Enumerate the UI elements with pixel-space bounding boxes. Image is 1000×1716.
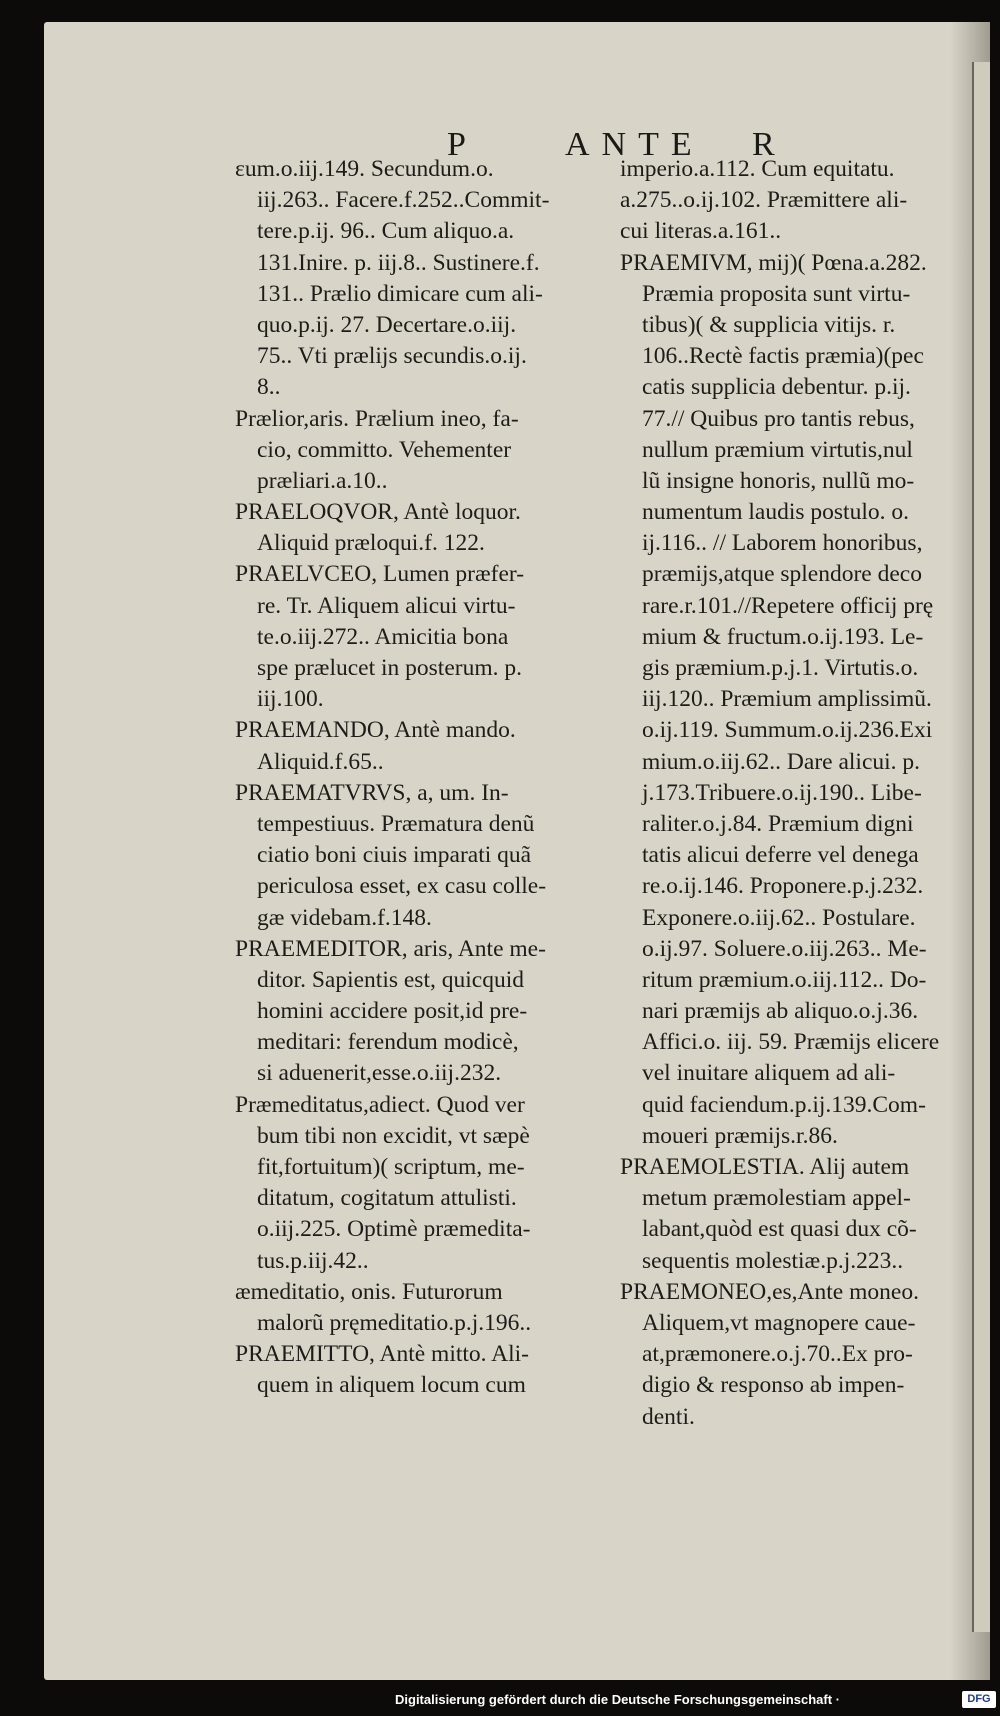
- text-line: PRAEMATVRVS, a, um. In-: [235, 779, 509, 806]
- text-line: Aliquid præloqui.f. 122.: [257, 530, 485, 557]
- text-line: bum tibi non excidit, vt sæpè: [257, 1122, 530, 1149]
- text-line: PRAEMOLESTIA. Alij autem: [620, 1154, 910, 1180]
- text-line: 131.Inire. p. iij.8.. Sustinere.f.: [257, 249, 540, 276]
- text-line: PRAELVCEO, Lumen præfer-: [235, 561, 525, 588]
- text-line: homini accidere posit,id pre-: [257, 998, 528, 1025]
- text-line: a.275..o.ij.102. Præmittere ali-: [620, 187, 908, 214]
- dfg-logo: DFG: [962, 1691, 996, 1708]
- text-line: 8..: [257, 374, 281, 401]
- text-line: Aliquid.f.65..: [257, 748, 384, 775]
- text-line: Affici.o. iij. 59. Præmijs elicere: [642, 1029, 940, 1056]
- text-line: te.o.iij.272.. Amicitia bona: [257, 623, 509, 650]
- left-column: [235, 154, 589, 1402]
- text-line: imperio.a.112. Cum equitatu.: [620, 156, 895, 182]
- text-line: o.iij.225. Optimè præmedita-: [257, 1216, 531, 1243]
- text-line: vel inuitare aliquem ad ali-: [642, 1060, 896, 1087]
- running-header-right: R: [752, 126, 779, 163]
- text-line: ditor. Sapientis est, quicquid: [257, 966, 524, 993]
- text-line: tatis alicui deferre vel denega: [642, 842, 919, 869]
- text-line: quid faciendum.p.ij.139.Com-: [642, 1091, 926, 1118]
- text-line: PRAEMIVM, mij)( Pœna.a.282.: [620, 249, 927, 276]
- text-line: PRAEMANDO, Antè mando.: [235, 717, 516, 744]
- text-line: præmijs,atque splendore deco: [642, 561, 922, 588]
- text-line: moueri præmijs.r.86.: [642, 1122, 838, 1149]
- text-line: PRAELOQVOR, Antè loquor.: [235, 499, 521, 526]
- text-line: lũ insigne honoris, nullũ mo-: [642, 467, 915, 494]
- text-line: PRAEMITTO, Antè mitto. Ali-: [235, 1341, 529, 1368]
- text-line: raliter.o.j.84. Præmium digni: [642, 810, 914, 837]
- text-line: quo.p.ij. 27. Decertare.o.iij.: [257, 311, 517, 338]
- text-line: tere.p.ij. 96.. Cum aliquo.a.: [257, 218, 515, 245]
- text-line: gæ videbam.f.148.: [257, 904, 432, 931]
- text-line: nullum præmium virtutis,nul: [642, 436, 913, 463]
- text-line: cui literas.a.161..: [620, 218, 782, 245]
- text-line: Præmeditatus,adiect. Quod ver: [235, 1091, 525, 1118]
- text-line: o.ij.119. Summum.o.ij.236.Exi: [642, 717, 933, 744]
- text-line: re.o.ij.146. Proponere.p.j.232.: [642, 873, 924, 900]
- text-line: mium & fructum.o.ij.193. Le-: [642, 623, 924, 650]
- text-line: labant,quòd est quasi dux cõ-: [642, 1216, 917, 1243]
- text-line: nari præmijs ab aliquo.o.j.36.: [642, 998, 919, 1025]
- text-line: iij.100.: [257, 686, 324, 713]
- text-line: æmeditatio, onis. Futurorum: [235, 1278, 503, 1305]
- running-header-center: ANTE: [565, 126, 704, 163]
- text-line: Præmia proposita sunt virtu-: [642, 280, 911, 307]
- text-line: 106..Rectè factis præmia)(pec: [642, 343, 924, 370]
- right-column: [620, 154, 990, 1433]
- text-line: PRAEMEDITOR, aris, Ante me-: [235, 935, 546, 962]
- digitization-credit: Digitalisierung gefördert durch die Deutsche Forschungsgemeinschaft ·: [395, 1692, 840, 1707]
- text-line: præliari.a.10..: [257, 467, 388, 494]
- text-line: 131.. Prælio dimicare cum ali-: [257, 280, 543, 307]
- text-line: mium.o.iij.62.. Dare alicui. p.: [642, 748, 921, 775]
- text-line: j.173.Tribuere.o.ij.190.. Libe-: [642, 779, 922, 806]
- text-line: metum præmolestiam appel-: [642, 1185, 911, 1212]
- text-line: iij.263.. Facere.f.252..Commit-: [257, 187, 550, 214]
- text-line: re. Tr. Aliquem alicui virtu-: [257, 592, 516, 619]
- text-line: periculosa esset, ex casu colle-: [257, 873, 547, 900]
- text-line: numentum laudis postulo. o.: [642, 499, 909, 526]
- text-line: gis præmium.p.j.1. Virtutis.o.: [642, 655, 919, 681]
- text-line: iij.120.. Præmium amplissimũ.: [642, 686, 932, 713]
- text-line: rare.r.101.//Repetere officij prę: [642, 592, 934, 619]
- text-line: PRAEMONEO,es,Ante moneo.: [620, 1278, 919, 1305]
- text-line: quem in aliquem locum cum: [257, 1372, 526, 1399]
- text-line: spe prælucet in posterum. p.: [257, 655, 522, 681]
- text-line: meditari: ferendum modicè,: [257, 1029, 519, 1056]
- text-line: Exponere.o.iij.62.. Postulare.: [642, 904, 916, 931]
- text-line: digio & responso ab impen-: [642, 1372, 905, 1399]
- text-line: si aduenerit,esse.o.iij.232.: [257, 1060, 502, 1087]
- text-line: 75.. Vti prælijs secundis.o.ij.: [257, 343, 527, 370]
- text-line: tempestiuus. Præmatura denũ: [257, 810, 535, 837]
- text-line: ciatio boni ciuis imparati quã: [257, 842, 532, 869]
- running-header-left: P: [447, 126, 470, 163]
- text-line: ritum præmium.o.iij.112.. Do-: [642, 966, 927, 993]
- text-line: ɛum.o.iij.149. Secundum.o.: [235, 156, 494, 182]
- text-line: sequentis molestiæ.p.j.223..: [642, 1247, 904, 1274]
- text-line: 77.// Quibus pro tantis rebus,: [642, 405, 915, 432]
- text-line: tibus)( & supplicia vitijs. r.: [642, 311, 896, 338]
- text-line: Prælior,aris. Prælium ineo, fa-: [235, 405, 519, 432]
- text-line: cio, committo. Vehementer: [257, 436, 512, 463]
- text-line: o.ij.97. Soluere.o.iij.263.. Me-: [642, 935, 927, 962]
- text-line: Aliquem,vt magnopere caue-: [642, 1309, 916, 1336]
- text-line: ditatum, cogitatum attulisti.: [257, 1185, 517, 1212]
- text-line: tus.p.iij.42..: [257, 1247, 369, 1274]
- text-line: at,præmonere.o.j.70..Ex pro-: [642, 1341, 913, 1368]
- text-line: catis supplicia debentur. p.ij.: [642, 374, 911, 401]
- text-line: denti.: [642, 1403, 695, 1430]
- text-line: ij.116.. // Laborem honoribus,: [642, 530, 923, 557]
- text-line: fit,fortuitum)( scriptum, me-: [257, 1154, 525, 1180]
- text-line: malorũ pręmeditatio.p.j.196..: [257, 1309, 532, 1336]
